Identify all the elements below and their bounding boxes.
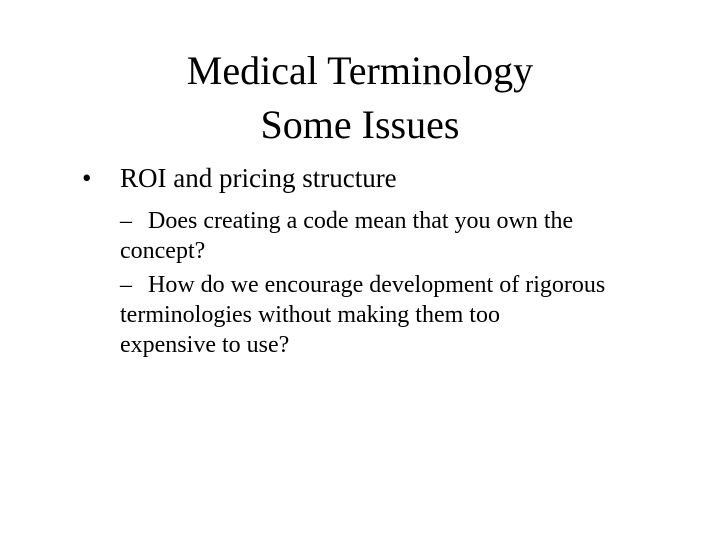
bullet-marker: • — [82, 163, 92, 193]
sub-bullet-line: expensive to use? — [120, 332, 290, 358]
title-line-2: Some Issues — [260, 102, 460, 147]
bullet-list — [0, 160, 720, 360]
sub-bullet-line: terminologies without making them too — [120, 302, 500, 328]
dash-marker: – — [120, 272, 132, 298]
bullet-text: ROI and pricing structure — [120, 163, 397, 193]
bullet-item — [82, 160, 720, 196]
sub-bullet-item — [120, 206, 660, 266]
sub-bullet-line: concept? — [120, 238, 206, 264]
dash-marker: – — [120, 208, 132, 234]
title-line-1: Medical Terminology — [186, 48, 534, 93]
sub-bullet-line: How do we encourage development of rigorous — [148, 272, 606, 298]
sub-bullet-item — [120, 270, 660, 360]
sub-bullet-line: Does creating a code mean that you own the — [148, 208, 574, 234]
slide-title — [0, 44, 720, 152]
